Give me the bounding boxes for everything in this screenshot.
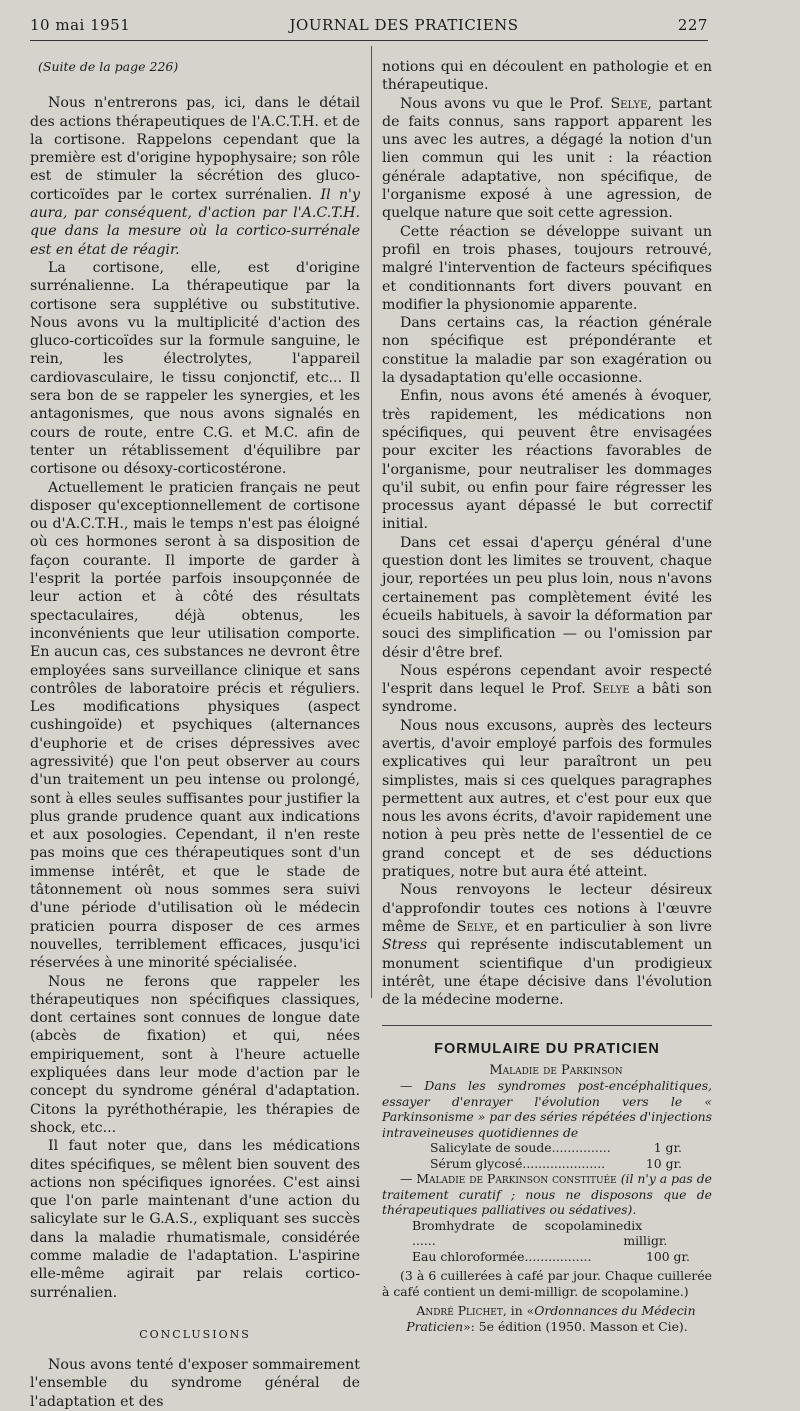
paragraph: La cortisone, elle, est d'origine surrénalienne. La thérapeutique par la cortisone sera supplétive ou substitutive. Nous avons vu la multiplicité d'action des gluco-corticoïdes sur la formule sanguine, le rein, les électrolytes, l'appareil cardiovasculaire, le tissu conjonctif, etc... Il sera bon de se rappeler les synergies, et les antagonismes, que nous avons signalés en cours de route, entre C.G. et M.C. afin de tenter un rétablissement d'équilibre par cortisone ou désoxy-corticostérone.: [30, 259, 360, 478]
paragraph: Il faut noter que, dans les médications dites spécifiques, se mêlent bien souvent des actions non spécifiques ignorées. C'est ainsi que l'on parle maintenant d'une action du salicylate sur le G.A.S., expliquant ses succès dans la maladie rhumatismale, considérée comme maladie de l'adaptation. L'aspirine elle-même agirait par relais cortico-surrénalien.: [30, 1138, 360, 1301]
prescription-line: Salicylate de soude............... 1 gr.: [430, 1140, 682, 1156]
paragraph: Nous espérons cependant avoir respecté l'esprit dans lequel le Prof. Selye a bâti son syndrome.: [382, 662, 713, 716]
page-number: 227: [677, 16, 708, 34]
issue-date: 10 mai 1951: [30, 16, 131, 34]
italic-statement: Il n'y aura, par conséquent, d'action par l'A.C.T.H. que dans la mesure où la cortico-surrénale est en état de réagir.: [30, 186, 360, 258]
prescription-line: Eau chloroformée................. 100 gr.: [412, 1248, 690, 1264]
right-column: [382, 58, 712, 1334]
paragraph: Nous n'entrerons pas, ici, dans le détail des actions thérapeutiques de l'A.C.T.H. et de la cortisone. Rappelons cependant que la première est d'origine hypophysaire; son rôle est de stimuler la sécrétion des gluco-corticoïdes par le cortex surrénalien. Il n'y aura, par conséquent, d'action par l'A.C.T.H. que dans la mesure où la cortico-surrénale est en état de réagir.: [30, 95, 360, 258]
running-header: [30, 14, 708, 36]
posology-note: (3 à 6 cuillerées à café par jour. Chaque cuillerée à café contient un demi-milligr. de scopolamine.): [382, 1268, 712, 1299]
paragraph: notions qui en découlent en pathologie et en thérapeutique.: [382, 59, 712, 94]
formulaire-subheading: Maladie de Parkinson: [489, 1062, 623, 1078]
formulaire-text: — Dans les syndromes post-encéphalitiques, essayer d'enrayer l'évolution vers le « Parkinsonisme » par des séries répétées d'injections intraveineuses quotidiennes de: [382, 1078, 712, 1140]
author-name: Selye: [610, 95, 648, 112]
paragraph: Enfin, nous avons été amenés à évoquer, très rapidement, les médications non spécifiques, qui peuvent être envisagées pour exciter les réactions favorables de l'organisme, pour neutraliser les dommages qu'il subit, ou enfin pour faire régresser les processus ayant dépassé le but correctif initial.: [382, 388, 712, 533]
paragraph: Nous renvoyons le lecteur désireux d'approfondir toutes ces notions à l'œuvre même de Selye, et en particulier à son livre Stress qui représente indiscutablement un monument scientifique d'un prodigieux intérêt, une étape décisive dans l'évolution de la médecine moderne.: [382, 882, 712, 1009]
header-rule: [30, 40, 708, 41]
reference: André Plichet, in «Ordonnances du Médecin Praticien»: 5e édition (1950. Masson et Cie).: [406, 1303, 696, 1334]
section-heading-conclusions: CONCLUSIONS: [139, 1327, 251, 1341]
book-title: Stress: [382, 937, 428, 954]
formulaire-title: FORMULAIRE DU PRATICIEN: [434, 1041, 660, 1058]
paragraph: Nous nous excusons, auprès des lecteurs avertis, d'avoir employé parfois des formules explicatives qui leur paraîtront un peu simplistes, mais si ces quelques paragraphes permettent aux autres, et c'est pour eux que nous les avons écrits, d'avoir rapidement une notion à peu près nette de l'essentiel de ce grand concept et de ses déductions pratiques, notre but aura été atteint.: [382, 717, 712, 881]
author-name: Selye: [592, 681, 630, 698]
prescription-list: [382, 1218, 712, 1265]
paragraph: Cette réaction se développe suivant un profil en trois phases, toujours retrouvé, malgré l'intervention de facteurs spécifiques et conditionnants fort divers pouvant en modifier la physionomie apparente.: [382, 223, 712, 313]
paragraph: Actuellement le praticien français ne peut disposer qu'exceptionnellement de cortisone ou d'A.C.T.H., mais le temps n'est pas éloigné où ces hormones seront à sa disposition de façon courante. Il importe de garder à l'esprit la portée parfois insoupçonnée de leur action et à côté des résultats spectaculaires, déjà obtenus, les inconvénients que leur utilisation comporte. En aucun cas, ces substances ne devront être employées sans surveillance clinique et sans contrôles de laboratoire précis et réguliers. Les modifications physiques (aspect cushingoïde) et psychiques (alternances d'euphorie et de crises dépressives avec agressivité) que l'on peut observer au cours d'un traitement un peu intense ou prolongé, sont à elles seules suffisantes pour justifier la plus grande prudence quant aux indications et aux posologies. Cependant, il n'en reste pas moins que ces thérapeutiques sont d'un immense intérêt, et que le stade de tâtonnement où nous sommes sera suivi d'une période d'utilisation où le médecin praticien pourra disposer de ces armes nouvelles, terriblement efficaces, jusqu'ici réservées à une minorité spécialisée.: [30, 479, 360, 972]
formulaire-text: — Maladie de Parkinson constituée (il n'y a pas de traitement curatif ; nous ne disposons que de thérapeutiques palliatives ou sédatives).: [382, 1171, 712, 1218]
paragraph: Nous avons tenté d'exposer sommairement l'ensemble du syndrome général de l'adaptation et des: [30, 1357, 360, 1410]
paragraph: Nous avons vu que le Prof. Selye, partant de faits connus, sans rapport apparent les uns avec les autres, a dégagé la notion d'un lien commun qui les unit : la réaction générale adaptative, non spécifique, de l'organisme exposé à une agression, de quelque nature que soit cette agression.: [382, 95, 713, 222]
prescription-line: Sérum glycosé..................... 10 gr.: [430, 1155, 682, 1171]
column-divider: [371, 46, 372, 998]
prescription-line: Bromhydrate de scopolamine ...... dix milligr.: [412, 1217, 668, 1249]
section-rule: [382, 1025, 712, 1026]
formulaire-box: [382, 1063, 712, 1335]
paragraph: Dans certains cas, la réaction générale non spécifique est prépondérante et constitue la maladie par son exagération ou la dysadaptation qu'elle occasionne.: [382, 315, 712, 387]
paragraph: Dans cet essai d'aperçu général d'une question dont les limites se trouvent, chaque jour, reportées un peu plus loin, nous n'avons certainement pas complètement évité les écueils habituels, à savoir la déformation par souci des simplification — ou l'omission par désir d'être bref.: [382, 534, 712, 661]
author-name: Selye: [456, 918, 494, 935]
paragraph: Nous ne ferons que rappeler les thérapeutiques non spécifiques classiques, dont certaines sont connues de longue date (abcès de fixation) et qui, nées empiriquement, sont à l'heure actuelle expliquées dans leur mode d'action par le concept du syndrome général d'adaptation. Citons la pyréthothérapie, les thérapies de shock, etc...: [30, 973, 360, 1136]
journal-title: JOURNAL DES PRATICIENS: [289, 16, 519, 34]
left-column: [30, 58, 360, 1411]
continued-note: (Suite de la page 226): [38, 59, 179, 74]
prescription-list: [382, 1140, 712, 1171]
